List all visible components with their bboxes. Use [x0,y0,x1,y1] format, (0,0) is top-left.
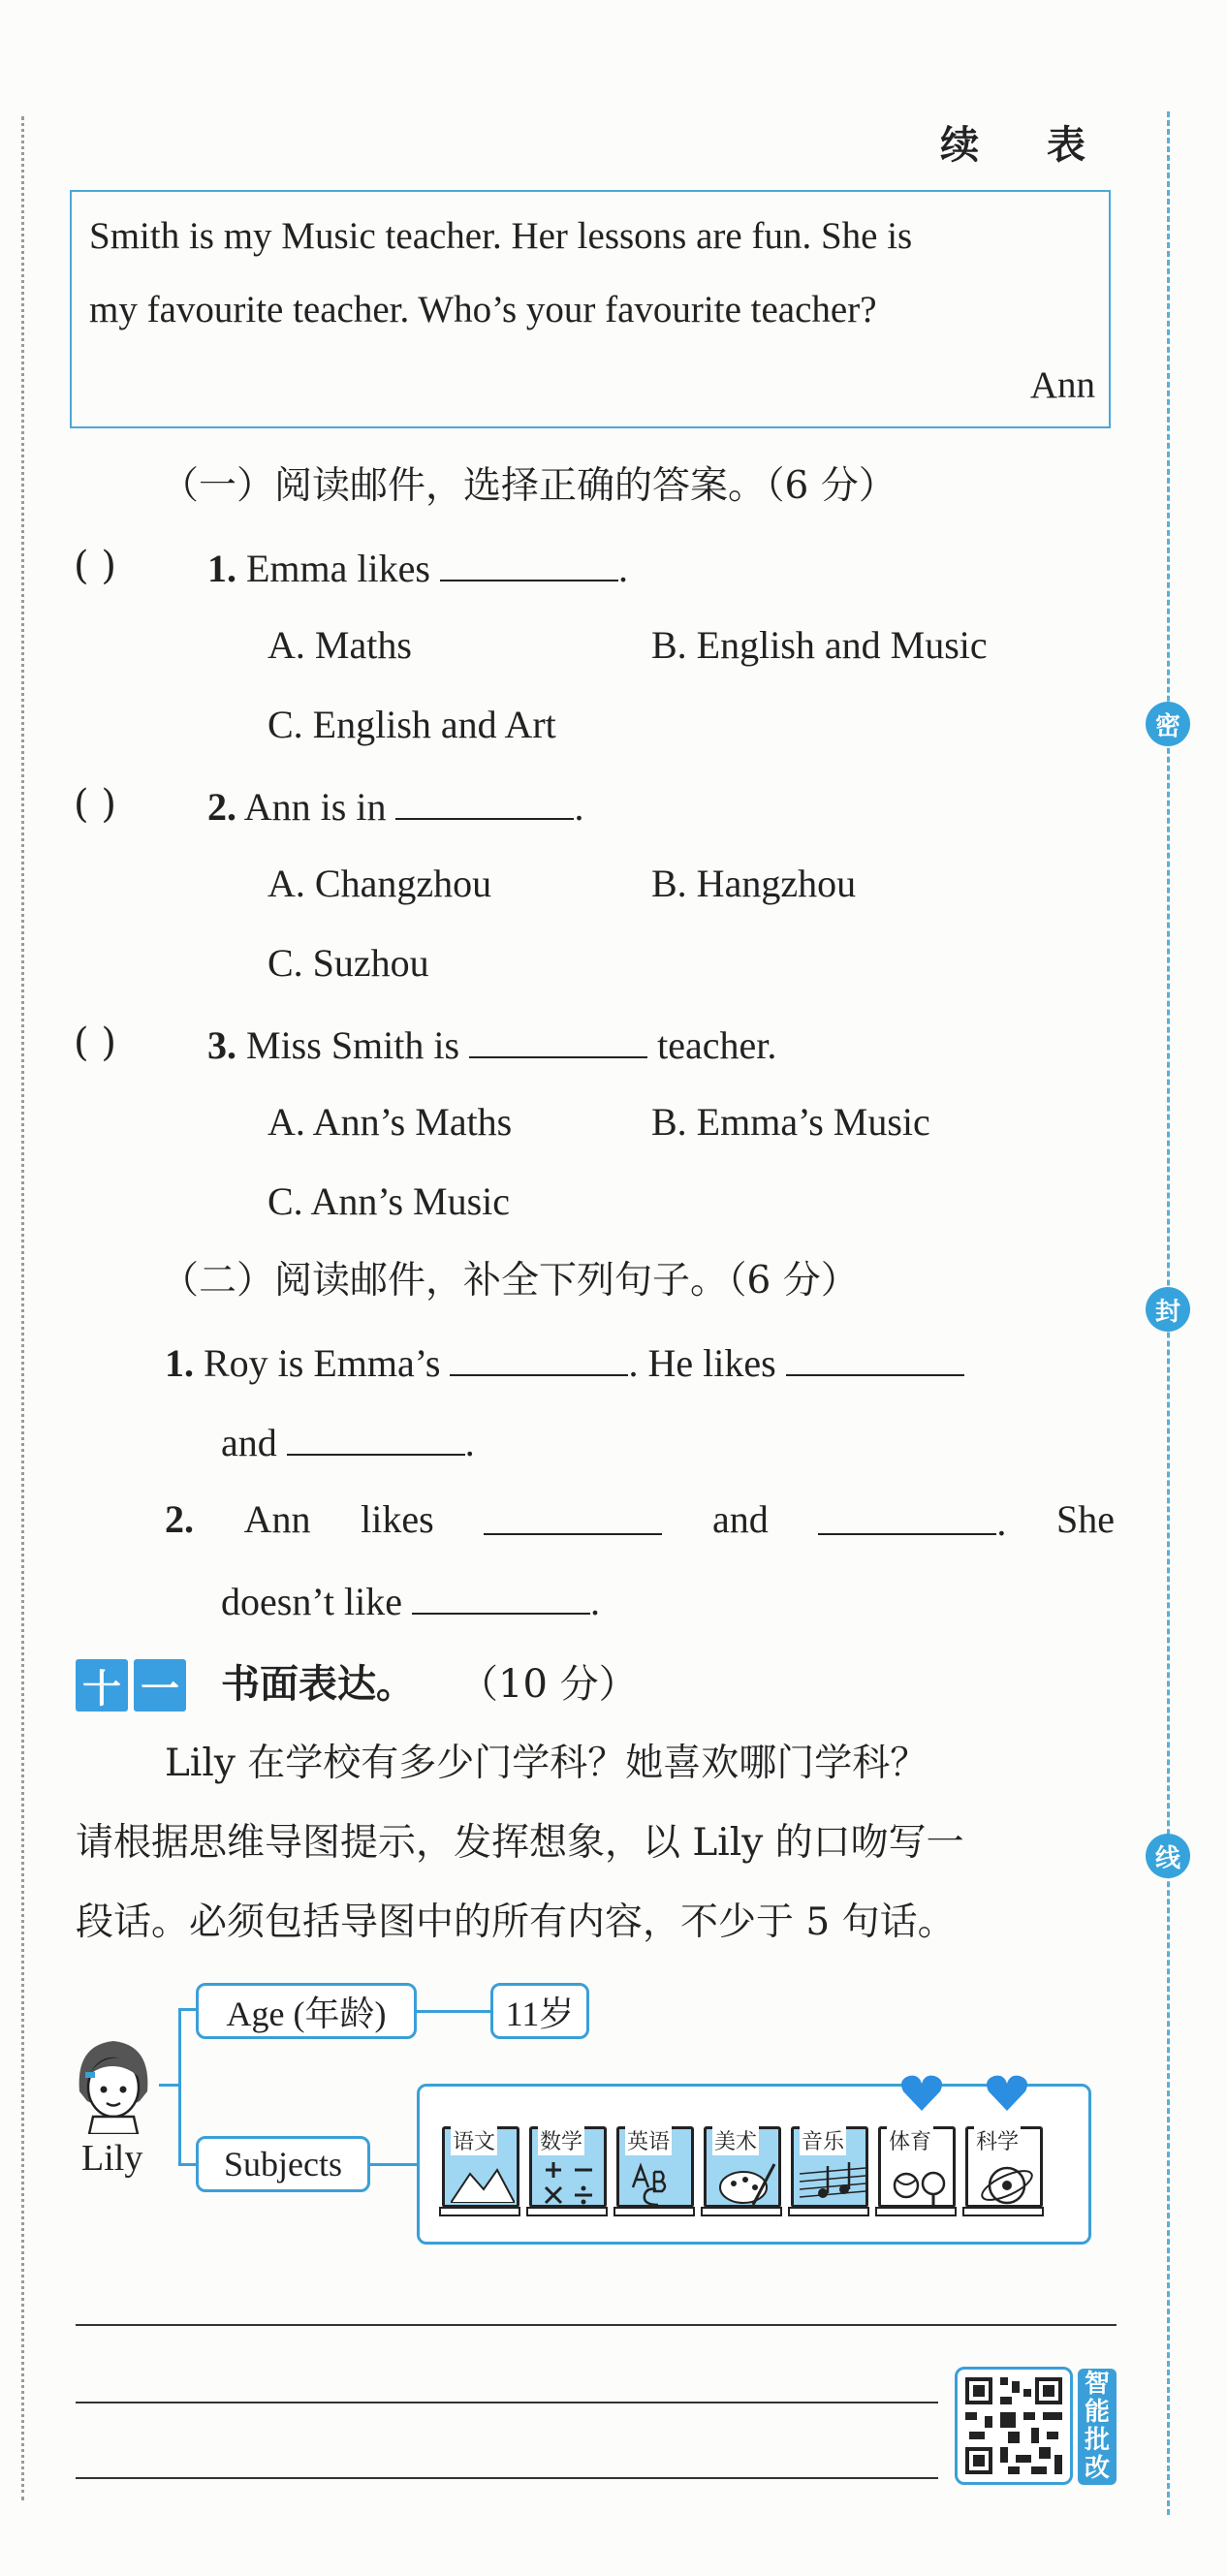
answer-blank[interactable] [484,1500,662,1535]
section-number-badge [76,1659,186,1712]
mindmap-age-node: Age (年龄) [196,1983,417,2039]
sports-balls-icon [889,2162,951,2205]
prompt-line-3: 段话。必须包括导图中的所有内容，不少于 5 句话。 [76,1901,956,1944]
book-spine [788,2207,869,2216]
question-number: 2. [207,785,236,829]
part2-title: （二）阅读邮件，补全下列句子。（6 分） [161,1259,859,1303]
book-spine [962,2207,1044,2216]
mindmap-branch [417,2010,492,2013]
q2-option-b: B. Hangzhou [651,862,857,905]
qr-code[interactable] [955,2367,1073,2485]
item-text: Roy is Emma’s [204,1341,441,1385]
email-line-1: Smith is my Music teacher. Her lessons are fun. She is [89,215,913,257]
mindmap-branch [370,2163,419,2166]
mindmap-age-value: 11岁 [490,1983,589,2039]
seal-mi: 密 [1146,702,1190,746]
book-spine [875,2207,957,2216]
item-text: likes [361,1497,434,1541]
fill-item-2-cont [221,1580,600,1621]
landscape-icon [451,2164,515,2203]
math-symbols-icon [540,2158,602,2207]
book-science [965,2126,1043,2208]
answer-paren-1[interactable]: ( ) [74,544,116,588]
item-text: and [221,1421,277,1464]
heart-icon [899,2074,944,2113]
question-2 [207,785,583,827]
fill-item-1 [165,1341,964,1383]
seal-xian: 线 [1146,1834,1190,1878]
answer-blank[interactable] [469,1023,647,1058]
question-stem: Emma likes [246,547,430,590]
q1-option-c: C. English and Art [267,703,556,746]
q2-option-a: A. Changzhou [267,862,492,905]
writing-line[interactable] [76,2402,938,2403]
email-signature: Ann [1029,364,1095,406]
book-label: 美术 [712,2125,759,2155]
badge-digit: 十 [76,1659,128,1712]
book-art [704,2126,781,2208]
answer-blank[interactable] [287,1421,465,1456]
q3-option-a: A. Ann’s Maths [267,1100,513,1144]
book-label: 科学 [974,2125,1021,2155]
book-label: 语文 [451,2125,497,2155]
question-end: . [617,547,628,590]
q3-option-b: B. Emma’s Music [651,1100,930,1144]
item-text: and [711,1497,769,1541]
qr-pattern-icon [958,2370,1070,2482]
book-label: 数学 [538,2125,584,2155]
item-number: 2. [165,1497,194,1541]
writing-line[interactable] [76,2477,938,2479]
writing-line[interactable] [76,2324,1117,2326]
mindmap-branch [178,2008,198,2011]
smart-grading-label[interactable]: 智能批改 [1078,2369,1117,2485]
mindmap-subjects-node: Subjects [196,2136,370,2192]
q3-option-c: C. Ann’s Music [267,1179,511,1223]
email-excerpt [70,190,1111,428]
answer-paren-3[interactable]: ( ) [74,1021,116,1065]
item-text: . [464,1421,475,1464]
item-text: doesn’t like [221,1580,403,1623]
question-end: . [574,785,584,829]
answer-blank[interactable] [786,1341,964,1376]
answer-blank[interactable] [450,1341,628,1376]
section-title: 书面表达。 [221,1662,415,1707]
paint-palette-icon [714,2160,776,2207]
book-english [616,2126,694,2208]
prompt-line-2: 请根据思维导图提示，发挥想象，以 Lily 的口吻写一 [76,1821,964,1865]
q1-option-a: A. Maths [267,623,412,667]
left-dotted-margin [21,116,24,2500]
atom-icon [976,2160,1038,2207]
item-text: . [996,1500,1007,1544]
email-line-2: my favourite teacher. Who’s your favourite teacher? [89,289,877,330]
heart-icon [985,2074,1029,2113]
fill-item-1-cont [221,1421,475,1462]
prompt-line-1: Lily 在学校有多少门学科？她喜欢哪门学科？ [165,1742,928,1785]
continued-heading: 续 表 [940,123,1113,168]
mindmap-branch [159,2084,180,2087]
section-score: （10 分） [459,1662,638,1707]
badge-digit: 一 [134,1659,186,1712]
abc-letters-icon [629,2162,687,2207]
book-spine [701,2207,782,2216]
question-end: teacher. [657,1023,777,1067]
answer-paren-2[interactable]: ( ) [74,782,116,827]
book-pe [878,2126,956,2208]
book-label: 体育 [887,2125,933,2155]
answer-blank[interactable] [818,1500,996,1535]
q2-option-c: C. Suzhou [267,941,429,985]
girl-avatar-icon [70,2033,157,2134]
book-label: 音乐 [800,2125,846,2155]
q1-option-b: B. English and Music [651,623,988,667]
item-number: 1. [165,1341,194,1385]
book-spine [526,2207,608,2216]
question-stem: Ann is in [243,785,387,829]
mindmap-branch [178,2163,198,2166]
fill-item-2 [165,1497,1115,1544]
mindmap-branch [178,2008,181,2165]
answer-blank[interactable] [440,547,618,581]
book-music [791,2126,868,2208]
answer-blank[interactable] [412,1580,590,1615]
item-text: . He likes [628,1341,776,1385]
music-notes-icon [800,2158,865,2207]
question-stem: Miss Smith is [246,1023,460,1067]
mindmap-person: Lily [81,2138,143,2179]
book-spine [439,2207,520,2216]
question-number: 3. [207,1023,236,1067]
book-label: 英语 [625,2125,672,2155]
question-number: 1. [207,547,236,590]
part1-title: （一）阅读邮件，选择正确的答案。（6 分） [161,464,897,508]
question-1 [207,547,628,588]
book-maths [529,2126,607,2208]
seal-feng: 封 [1146,1287,1190,1332]
question-3 [207,1023,776,1065]
book-chinese [442,2126,519,2208]
book-spine [614,2207,695,2216]
item-text: Ann [243,1497,311,1541]
item-text: . [590,1580,601,1623]
answer-blank[interactable] [395,785,574,820]
item-text: She [1055,1497,1115,1541]
